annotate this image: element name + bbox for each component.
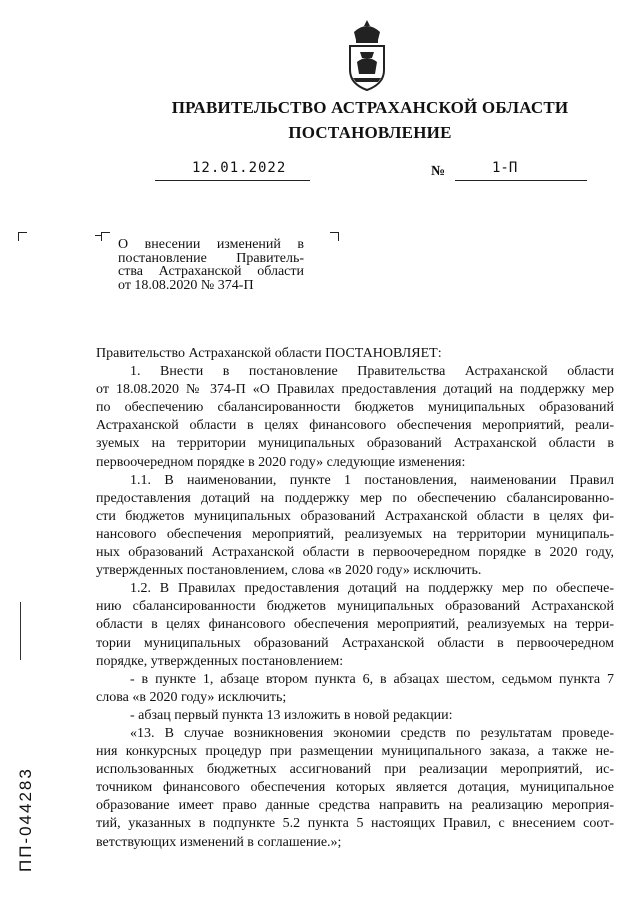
subject-line: от 18.08.2020 № 374-П	[118, 277, 254, 293]
text-line: предоставления дотаций на поддержку мер по обеспечению сбалансированно-	[96, 490, 614, 506]
text-line: утвержденных постановлением, слова «в 2020 году» исключить.	[96, 563, 482, 579]
text-line: 1. Внести в постановление Правительства Астраханской области	[130, 364, 614, 380]
text-line: сти бюджетов муниципальных образований Астраханской области в целях фи-	[96, 508, 614, 524]
text-line: точником финансового обеспечения которых является дотация, муниципальное	[96, 780, 614, 796]
text-line: ных образований Астраханской области в первоочередном порядке в 2020 году,	[96, 545, 614, 561]
text-line: области в целях финансового обеспечения мероприятий, реализуемых на терри-	[96, 617, 614, 633]
subject-corner-mark	[101, 232, 110, 241]
text-line: зуемых на территории муниципальных образований Астраханской области в	[96, 436, 614, 452]
text-line: - в пункте 1, абзаце втором пункта 6, в абзацах шестом, седьмом пункта 7	[130, 671, 614, 687]
text-line: 1.1. В наименовании, пункте 1 постановления, наименовании Правил	[130, 472, 614, 488]
number-underline	[455, 180, 587, 181]
text-line: слова «в 2020 году» исключить;	[96, 689, 287, 705]
text-line: образование имеет право данные средства направить на реализацию мероприя-	[96, 798, 614, 814]
margin-line-mark	[20, 602, 21, 660]
serial-number	[16, 722, 40, 872]
intro-line: Правительство Астраханской области ПОСТАНОВЛЯЕТ:	[96, 346, 442, 361]
text-line: 1.2. В Правилах предоставления дотаций на поддержку мер по обеспече-	[130, 581, 614, 597]
doc-type-title: ПОСТАНОВЛЕНИЕ	[288, 123, 452, 142]
coat-of-arms-icon	[344, 18, 390, 92]
text-line: нию сбалансированности бюджетов муниципальных образований Астраханской	[96, 599, 614, 615]
document-number: 1-П	[492, 160, 518, 176]
paragraph-1-2	[96, 580, 614, 670]
bullet-1	[96, 671, 614, 707]
date-underline	[155, 180, 310, 181]
paragraph-1-1	[96, 472, 614, 581]
text-line: по обеспечению сбалансированности бюджетов муниципальных образований	[96, 400, 614, 416]
document-body	[96, 345, 614, 852]
text-line: ния конкурсных процедур при размещении муниципального заказа, а также не-	[96, 744, 614, 760]
margin-corner-mark	[18, 232, 27, 241]
text-line: от 18.08.2020 № 374-П «О Правилах предоставления дотаций на поддержку мер	[96, 382, 614, 398]
document-date: 12.01.2022	[192, 160, 287, 176]
text-line: порядке, утвержденных постановлением:	[96, 653, 344, 669]
text-line: нансового обеспечения мероприятий, реализуемых на территории муниципаль-	[96, 526, 614, 542]
quoted-clause	[96, 725, 614, 852]
serial-number-text: ПП-044283	[16, 767, 35, 872]
paragraph-1	[96, 363, 614, 472]
document-subject	[118, 238, 304, 292]
text-line: - абзац первый пункта 13 изложить в новой редакции:	[130, 707, 453, 723]
number-sign: №	[431, 164, 446, 179]
subject-corner-mark	[330, 232, 339, 241]
bullet-2	[96, 707, 614, 725]
text-line: Астраханской области в целях финансового обеспечения мероприятий, реали-	[96, 418, 614, 434]
text-line: использованных бюджетных ассигнований при реализации мероприятий, ис-	[96, 762, 614, 778]
text-line: тории муниципальных образований Астраханской области в первоочередном	[96, 635, 614, 651]
text-line: «13. В случае возникновения экономии средств по результатам проведе-	[130, 725, 614, 741]
text-line: тий, указанных в подпункте 5.2 пункта 5 настоящих Правил, с внесением соот-	[96, 816, 614, 832]
subject-line: ства Астраханской области	[118, 264, 304, 279]
text-line: ветствующих изменений в соглашение.»;	[96, 834, 342, 850]
subject-line: О внесении изменений в	[118, 237, 304, 252]
subject-line: постановление Правитель-	[118, 250, 304, 266]
text-line: первоочередном порядке в 2020 году» следующие изменения:	[96, 454, 466, 470]
org-title: ПРАВИТЕЛЬСТВО АСТРАХАНСКОЙ ОБЛАСТИ	[171, 98, 569, 117]
